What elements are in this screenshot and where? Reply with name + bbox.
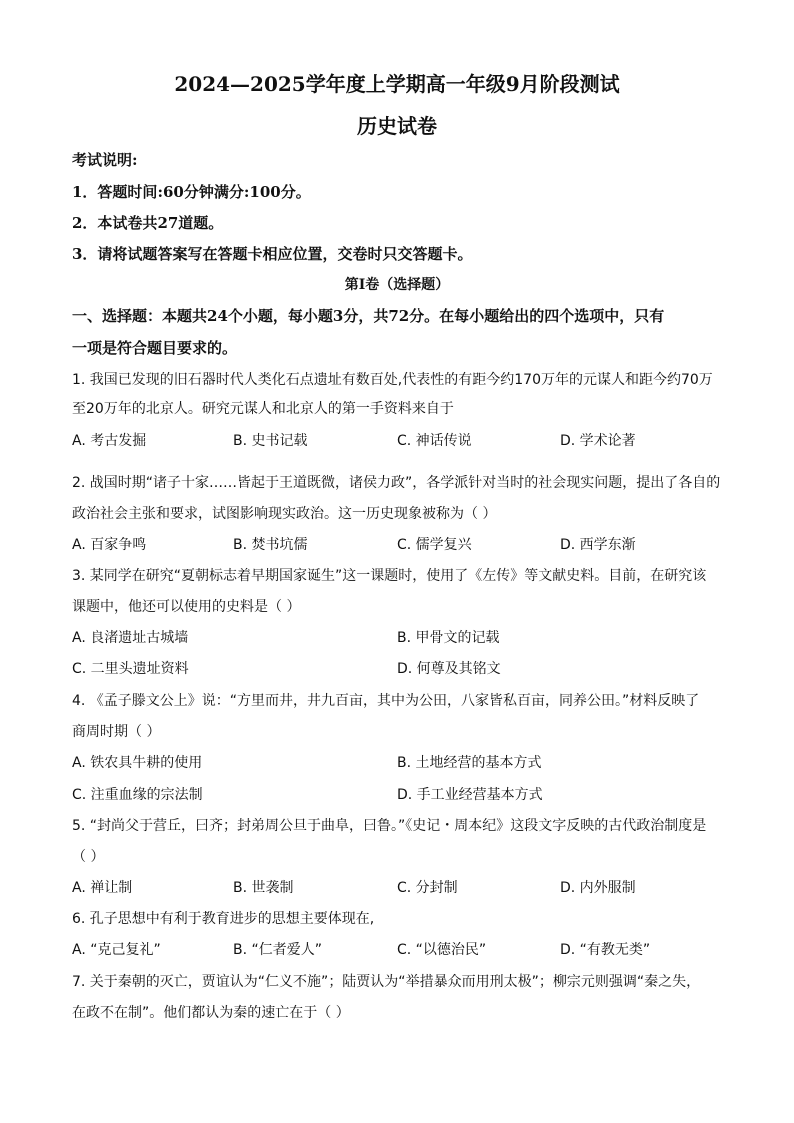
question-3-option-b: B. 甲骨文的记载: [397, 630, 500, 646]
question-3-option-d: D. 何尊及其铭文: [397, 661, 501, 677]
question-2-option-b: B. 焚书坑儒: [233, 537, 308, 553]
question-5-option-a: A. 禅让制: [72, 880, 133, 896]
question-5-text: （ ）: [72, 849, 105, 865]
section-title: 第Ⅰ卷（选择题）: [344, 277, 450, 293]
instruction-item: 2．本试卷共27道题。: [72, 214, 224, 232]
question-5-option-d: D. 内外服制: [560, 880, 636, 896]
instructions-heading: 考试说明:: [72, 151, 138, 169]
instruction-item: 1．答题时间:60分钟满分:100分。: [72, 183, 311, 201]
question-6-option-c: C. “以德治民”: [397, 942, 487, 958]
question-5-option-b: B. 世袭制: [233, 880, 294, 896]
section-intro: 一项是符合题目要求的。: [72, 339, 238, 357]
exam-subject: 历史试卷: [357, 114, 437, 138]
question-5-text: 5. “封尚父于营丘，曰齐；封弟周公旦于曲阜，曰鲁。”《史记・周本纪》这段文字反映的古代政治制度是: [72, 818, 707, 834]
question-1-option-c: C. 神话传说: [397, 433, 472, 449]
question-4-option-c: C. 注重血缘的宗法制: [72, 787, 203, 803]
question-1-text: 1. 我国已发现的旧石器时代人类化石点遗址有数百处,代表性的有距今约170万年的元谋人和距今约70万: [72, 372, 713, 388]
question-3-text: 课题中，他还可以使用的史料是（ ）: [72, 599, 301, 615]
question-7-text: 7. 关于秦朝的灭亡，贾谊认为“仁义不施”；陆贾认为“举措暴众而用刑太极”；柳宗元则强调“秦之失，: [72, 974, 701, 990]
question-4-option-a: A. 铁农具牛耕的使用: [72, 755, 203, 771]
question-5-option-c: C. 分封制: [397, 880, 458, 896]
question-4-option-d: D. 手工业经营基本方式: [397, 787, 543, 803]
question-2-option-a: A. 百家争鸣: [72, 537, 147, 553]
exam-title: 2024—2025学年度上学期高一年级9月阶段测试: [174, 72, 620, 96]
question-4-text: 4. 《孟子滕文公上》说：“方里而井，井九百亩，其中为公田，八家皆私百亩，同养公田。”材料反映了: [72, 693, 700, 709]
question-4-option-b: B. 土地经营的基本方式: [397, 755, 542, 771]
question-7-text: 在政不在制”。他们都认为秦的速亡在于（ ）: [72, 1005, 350, 1021]
question-1-option-b: B. 史书记载: [233, 433, 308, 449]
section-intro: 一、选择题：本题共24个小题，每小题3分，共72分。在每小题给出的四个选项中，只有: [72, 307, 665, 325]
question-1-option-a: A. 考古发掘: [72, 433, 147, 449]
question-2-text: 2. 战国时期“诸子十家……皆起于王道既微，诸侯力政”，各学派针对当时的社会现实问题，提出了各自的: [72, 475, 721, 491]
question-4-text: 商周时期（ ）: [72, 724, 161, 740]
instruction-item: 3．请将试题答案写在答题卡相应位置，交卷时只交答题卡。: [72, 245, 473, 263]
question-6-option-b: B. “仁者爱人”: [233, 942, 323, 958]
question-3-option-c: C. 二里头遗址资料: [72, 661, 189, 677]
question-6-option-a: A. “克己复礼”: [72, 942, 161, 958]
question-1-option-d: D. 学术论著: [560, 433, 636, 449]
question-6-option-d: D. “有教无类”: [560, 942, 651, 958]
question-2-text: 政治社会主张和要求，试图影响现实政治。这一历史现象被称为（ ）: [72, 506, 497, 522]
question-3-text: 3. 某同学在研究“夏朝标志着早期国家诞生”这一课题时，使用了《左传》等文献史料。目前，在研究该: [72, 568, 707, 584]
question-3-option-a: A. 良渚遗址古城墙: [72, 630, 189, 646]
question-6-text: 6. 孔子思想中有利于教育进步的思想主要体现在,: [72, 911, 375, 927]
question-2-option-d: D. 西学东渐: [560, 537, 636, 553]
question-2-option-c: C. 儒学复兴: [397, 537, 472, 553]
question-1-text: 至20万年的北京人。研究元谋人和北京人的第一手资料来自于: [72, 401, 454, 417]
